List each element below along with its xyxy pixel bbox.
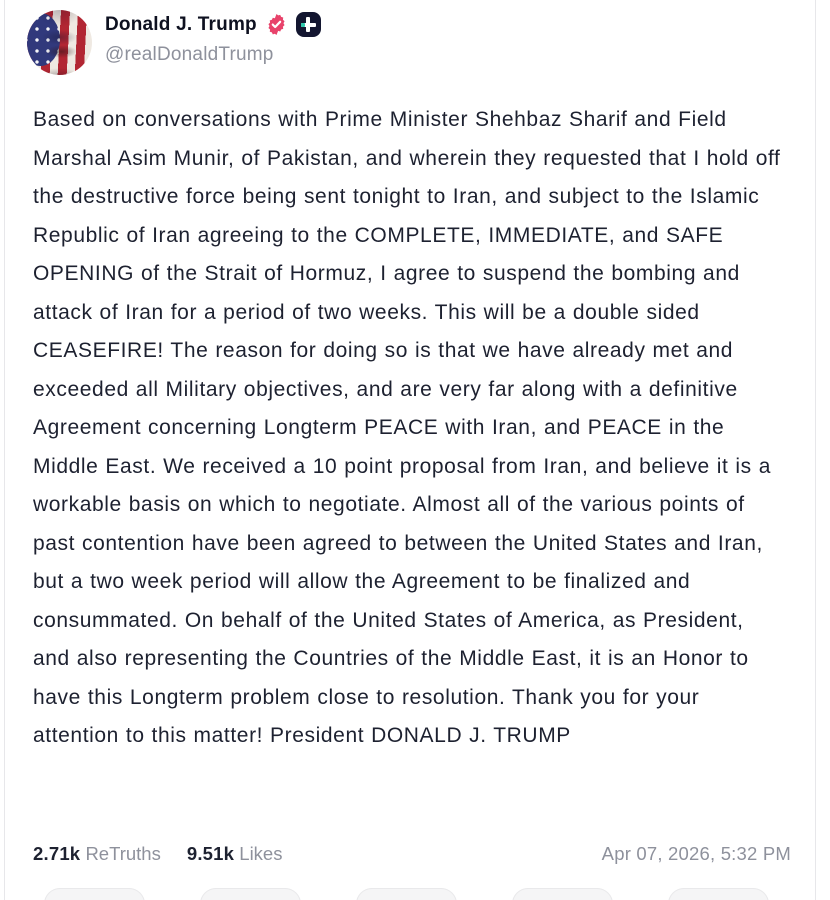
- post-action-bar: [44, 888, 769, 900]
- likes-count: 9.51k: [186, 843, 235, 864]
- action-button[interactable]: [668, 888, 769, 900]
- verified-badge-icon: [265, 13, 288, 36]
- avatar[interactable]: [27, 10, 92, 75]
- post-timestamp: Apr 07, 2026, 5:32 PM: [601, 843, 791, 864]
- plus-teal-chip: [301, 23, 306, 27]
- post-header: [5, 0, 815, 75]
- retruths-stat[interactable]: [33, 843, 161, 865]
- likes-stat[interactable]: [187, 843, 283, 865]
- post-body-text: Based on conversations with Prime Minister Shehbaz Sharif and Field Marshal Asim Munir, of Pakistan, and wherein they requested that I hold off the destructive force being sent tonight to Iran, and subject to the Islamic Republic of Iran agreeing to the COMPLETE, IMMEDIATE, and SAFE OPENING of the Strait of Hormuz, I agree to suspend the bombing and attack of Iran for a period of two weeks. This will be a double sided CEASEFIRE! The reason for doing so is that we have already met and exceeded all Military objectives, and are very far along with a definitive Agreement concerning Longterm PEACE with Iran, and PEACE in the Middle East. We received a 10 point proposal from Iran, and believe it is a workable basis on which to negotiate. Almost all of the various points of past contention have been agreed to between the United States and Iran, but a two week period will allow the Agreement to be finalized and consummated. On behalf of the United States of America, as President, and also representing the Countries of the Middle East, it is an Honor to have this Longterm problem close to resolution. Thank you for your attention to this matter! President DONALD J. TRUMP: [33, 108, 781, 747]
- action-button[interactable]: [200, 888, 301, 900]
- author-id-block: [105, 10, 321, 66]
- post-stats-row: [33, 843, 791, 865]
- author-handle[interactable]: @realDonaldTrump: [105, 44, 274, 65]
- post-card: [4, 0, 816, 900]
- action-button[interactable]: [356, 888, 457, 900]
- author-name-row: [105, 12, 321, 37]
- retruths-label: ReTruths: [85, 843, 161, 864]
- truth-plus-badge-icon: [296, 12, 321, 37]
- plus-vertical-bar: [306, 17, 310, 32]
- action-button[interactable]: [512, 888, 613, 900]
- action-button[interactable]: [44, 888, 145, 900]
- retruths-count: 2.71k: [33, 843, 81, 864]
- likes-label: Likes: [239, 843, 283, 864]
- author-display-name[interactable]: Donald J. Trump: [105, 13, 257, 35]
